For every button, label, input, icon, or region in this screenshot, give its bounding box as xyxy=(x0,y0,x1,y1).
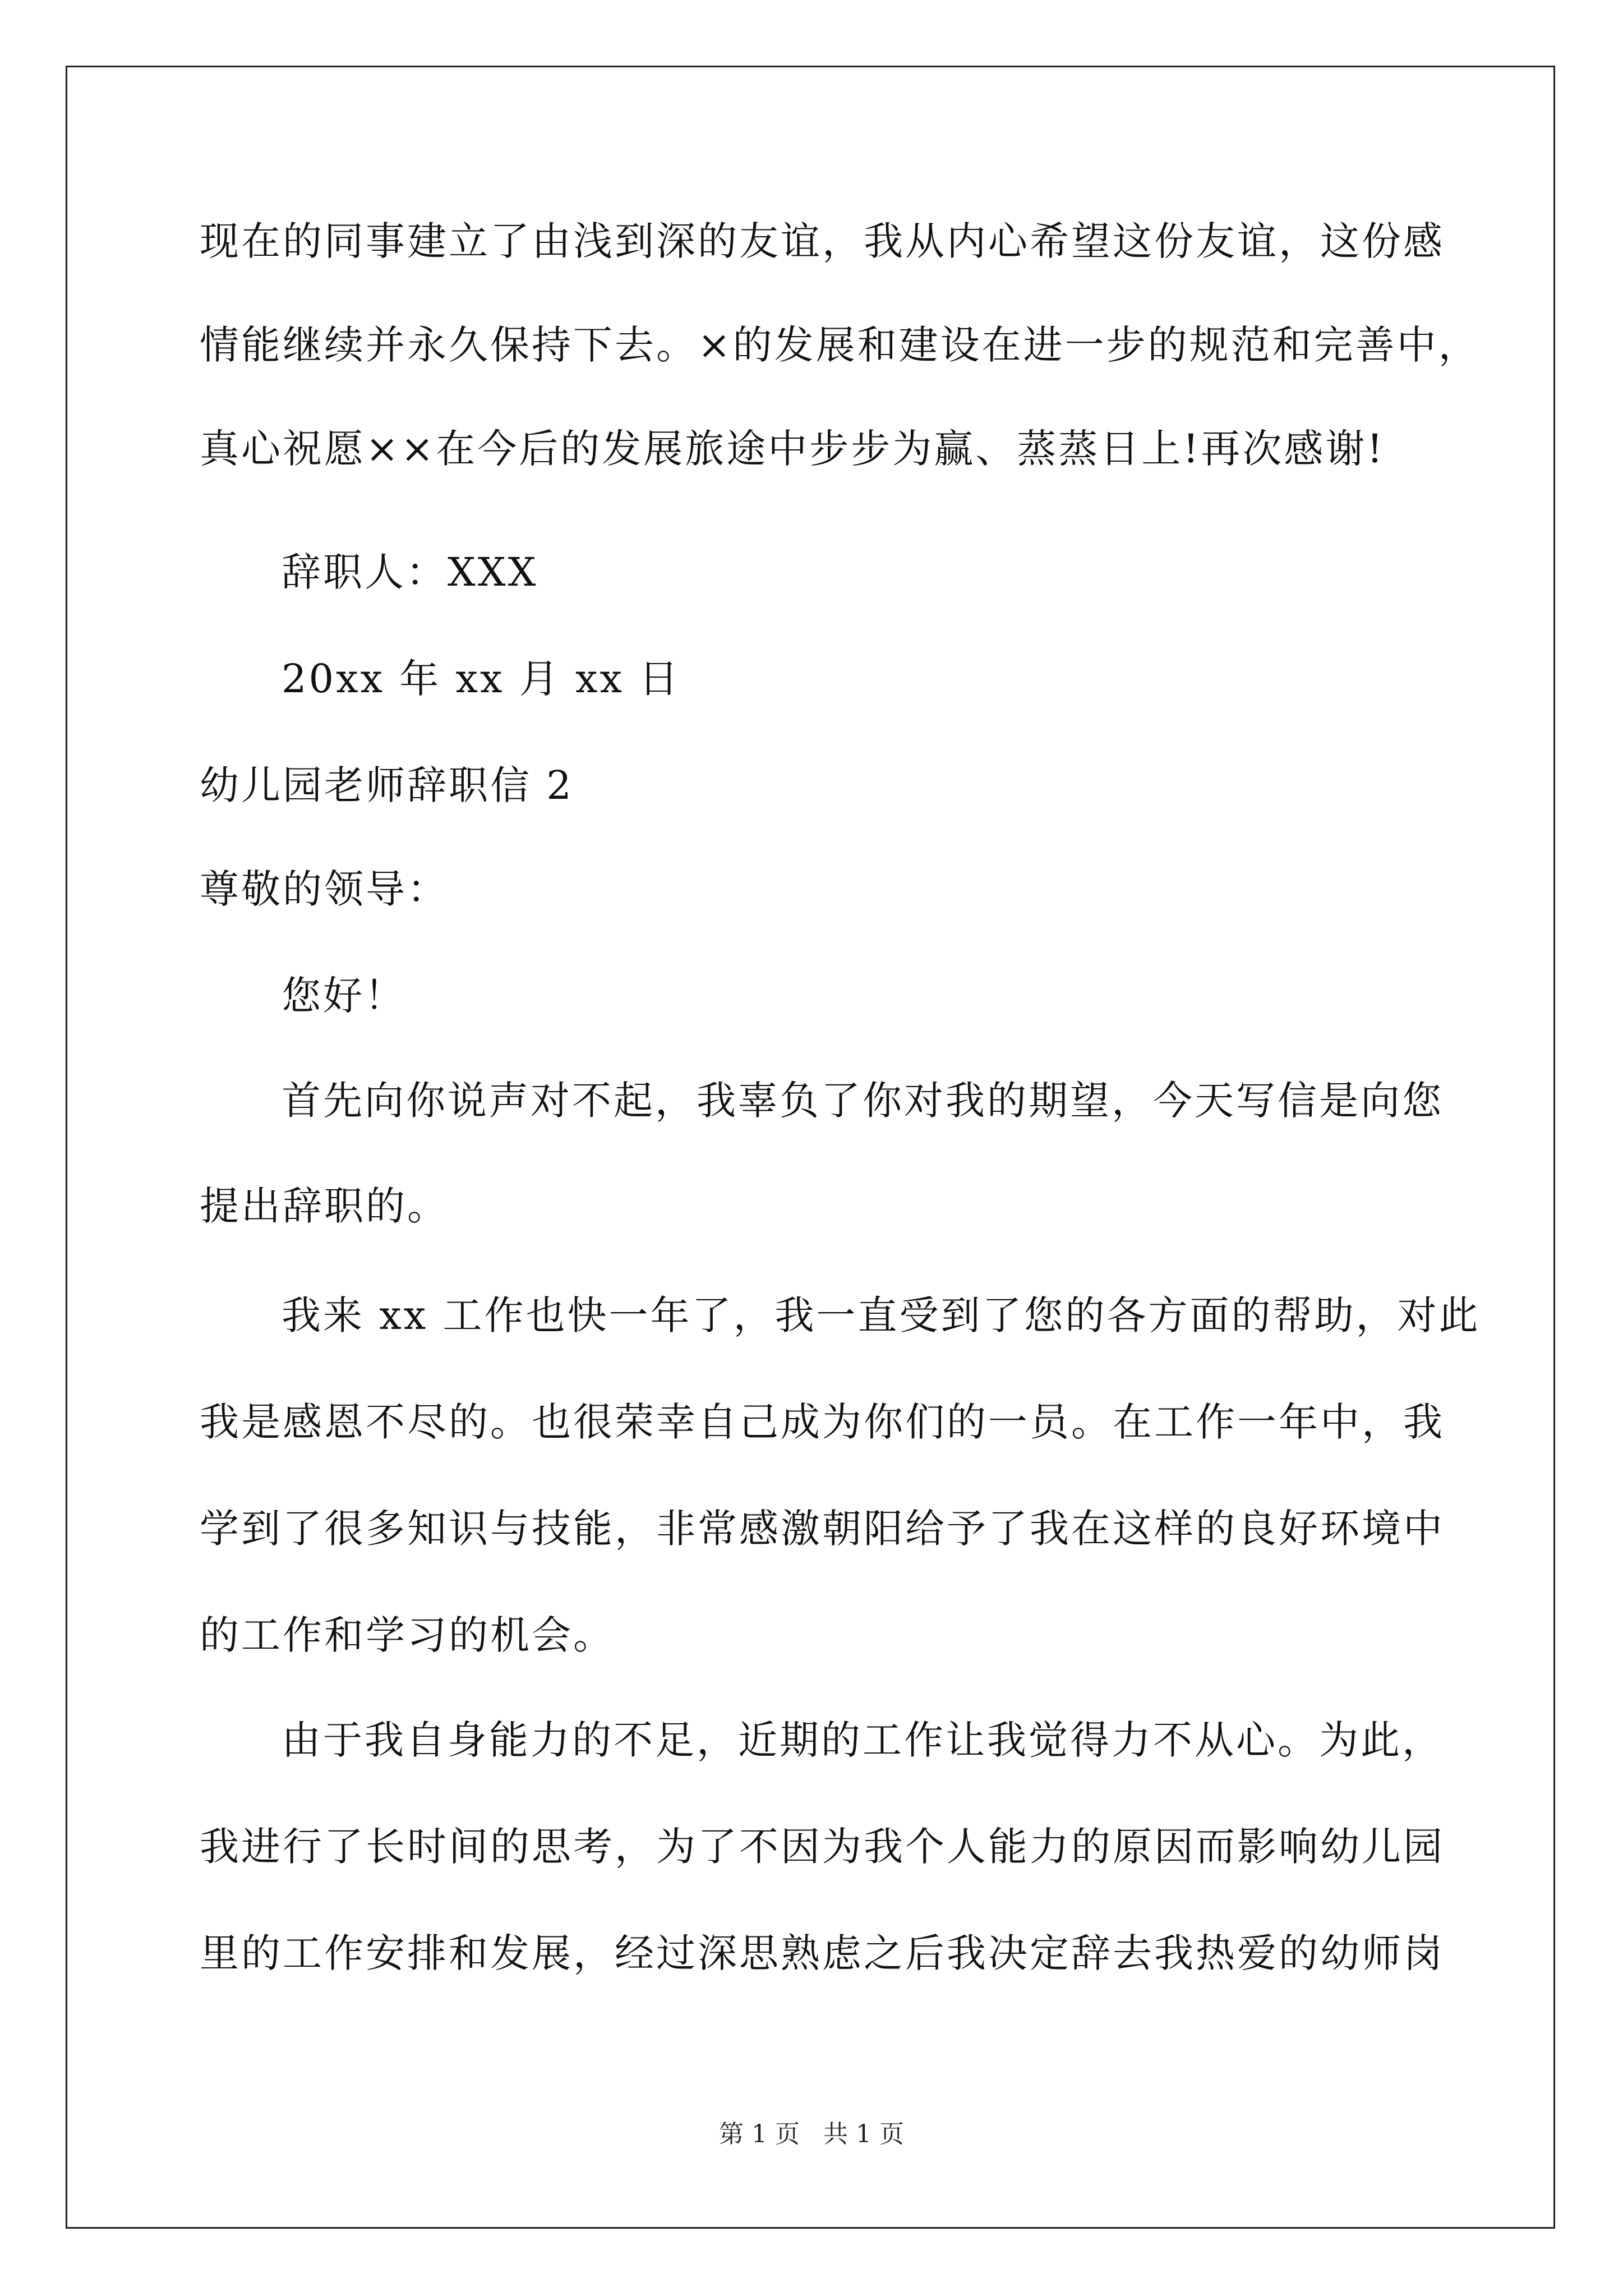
body-text-line: 情能继续并永久保持下去。×的发展和建设在进一步的规范和完善中， xyxy=(200,322,1480,368)
salutation: 尊敬的领导： xyxy=(200,866,449,912)
paragraph-line: 我是感恩不尽的。也很荣幸自己成为你们的一员。在工作一年中，我 xyxy=(200,1399,1445,1445)
paragraph-line: 首先向你说声对不起，我辜负了你对我的期望，今天写信是向您 xyxy=(282,1078,1444,1124)
paragraph-line: 学到了很多知识与技能，非常感激朝阳给予了我在这样的良好环境中 xyxy=(200,1506,1445,1552)
body-text-line: 现在的同事建立了由浅到深的友谊，我从内心希望这份友谊，这份感 xyxy=(200,218,1445,264)
signature-line: 辞职人：XXX xyxy=(282,549,538,595)
date-line: 20xx 年 xx 月 xx 日 xyxy=(282,656,681,702)
page-frame xyxy=(66,66,1555,2229)
paragraph-line: 提出辞职的。 xyxy=(200,1183,449,1229)
greeting: 您好！ xyxy=(282,973,406,1019)
paragraph-line: 的工作和学习的机会。 xyxy=(200,1612,615,1658)
paragraph-line: 里的工作安排和发展，经过深思熟虑之后我决定辞去我热爱的幼师岗 xyxy=(200,1930,1445,1976)
paragraph-line: 我来 xx 工作也快一年了，我一直受到了您的各方面的帮助，对此 xyxy=(282,1292,1481,1338)
paragraph-line: 我进行了长时间的思考，为了不因为我个人能力的原因而影响幼儿园 xyxy=(200,1824,1445,1870)
page-number-footer: 第 1 页 共 1 页 xyxy=(719,2120,904,2148)
body-text-line: 真心祝愿××在今后的发展旅途中步步为赢、蒸蒸日上!再次感谢! xyxy=(200,426,1385,472)
letter-title: 幼儿园老师辞职信 2 xyxy=(200,762,574,808)
paragraph-line: 由于我自身能力的不足，近期的工作让我觉得力不从心。为此， xyxy=(282,1717,1444,1763)
